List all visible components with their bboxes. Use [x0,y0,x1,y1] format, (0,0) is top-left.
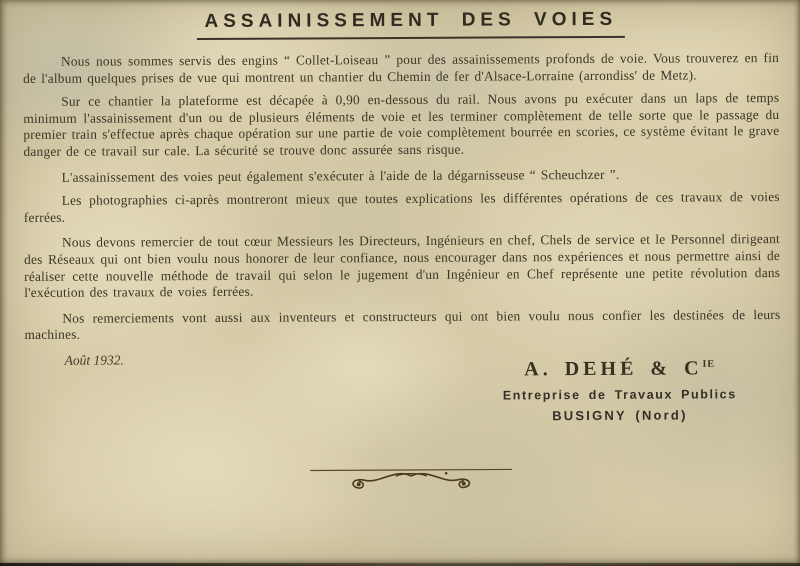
date-signature-row [25,349,781,426]
company-descriptor: Entreprise de Travaux Publics [502,387,737,403]
document-body [23,50,781,344]
paragraph-photographies: Les photographies ci-après montreront mieux que toutes explications les différentes opérations de ces travaux de voies ferrées. [23,189,780,225]
title-container [23,8,779,41]
company-name-superscript: IE [702,358,716,370]
page-title: ASSAINISSEMENT DES VOIES [196,9,625,40]
signature-block [503,357,737,423]
paragraph-engins-collet-loiseau: Nous nous sommes servis des engins “ Collet-Loiseau ” pour des assainissements profonds de voie. Vous trouverez en fin de l'album quelques prises de vue qui montrent un chantier du Chemin de fer d'Alsace-Lorraine (arrondiss' de Metz). [23,50,780,86]
company-location: BUSIGNY (Nord) [552,407,688,424]
document-date: Août 1932. [64,352,124,368]
ornament-container [25,462,781,501]
paragraph-remerciements-directeurs: Nous devons remercier de tout cœur Messieurs les Directeurs, Ingénieurs en chef, Chels de service et le Personnel dirigeant des Réseaux qui ont bien voulu nous honorer de leur confiance, nous encourager dans nos expériences et nous permettre ainsi de réaliser cette nouvelle méthode de travail qui selon le jugement d'un Ingénieur en Chef représente une petite révolution dans l'exécution des travaux de voies ferrées. [24,231,781,301]
company-name [503,357,737,381]
company-name-main: A. DEHÉ & C [524,357,703,381]
flourish-divider-icon [306,463,516,494]
paragraph-remerciements-inventeurs: Nos remerciements vont aussi aux inventeurs et constructeurs qui ont bien voulu nous confier les destinées de leurs machines. [24,306,781,343]
paragraph-chantier-plateforme: Sur ce chantier la plateforme est décapée à 0,90 en-dessous du rail. Nous avons pu exécuter dans un laps de temps minimum l'assainissement d'un ou de plusieurs éléments de voie et les terminer complètement de telle sorte que le passage du premier train s'effectue après chaque opération sur une partie de voie complètement bourrée en scories, ce système évitant le grave danger de ce travail sur cale. La sécurité se trouve donc assurée sans risque. [23,90,780,159]
paragraph-degarnisseuse-scheuchzer: L'assainissement des voies peut également s'exécuter à l'aide de la dégarnisseuse “ Scheuchzer ”. [61,166,620,185]
